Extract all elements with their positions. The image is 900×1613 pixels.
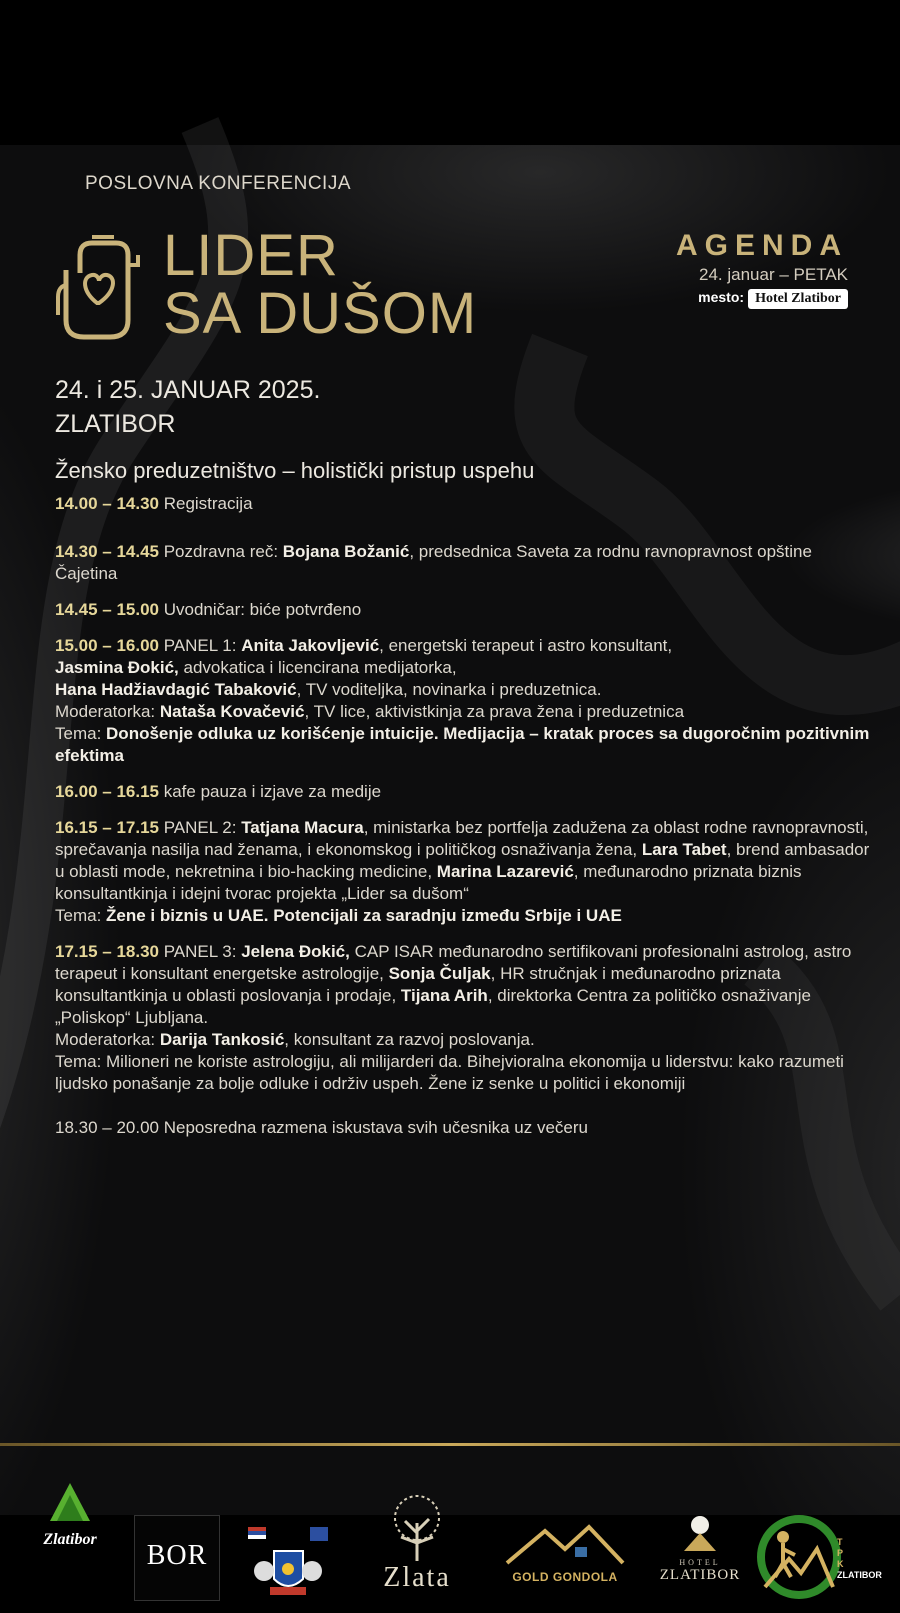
speaker-name: Jasmina Đokić, (55, 658, 179, 677)
gold-gondola-logo (500, 1525, 630, 1595)
bor-logo (134, 1515, 220, 1601)
bor-logo-text: BOR (146, 1540, 208, 1571)
moderator-name: Nataša Kovačević (159, 702, 305, 721)
speaker-name: Bojana Božanić (282, 542, 410, 561)
item-text: , konsultant za razvoj poslovanja. (284, 1030, 535, 1049)
item-text: , HR stručnjak i međunarodno priznata konsultantkinja u oblasti poslovanja i prodaje, (55, 964, 781, 1005)
panel-topic: Tema: Milioneri ne koriste astrologiju, ali milijarderi da. Bihejvioralna ekonomija u liderstvu: kako razumeti ljudsko ponašanje za bolje odluke i održiv uspeh. Žene iz senke u politici i ekonomiji (55, 1052, 844, 1093)
speaker-name: Hana Hadžiavdagić Tabaković (55, 680, 297, 699)
topic-label: Tema: (55, 724, 107, 743)
item-time: 14.45 – 15.00 (55, 600, 159, 619)
zlatibor-tourism-logo (30, 1481, 110, 1571)
agenda-block (676, 229, 848, 309)
hotel-peak-icon (680, 1513, 720, 1553)
agenda-list (55, 493, 875, 1153)
item-time: 16.00 – 16.15 (55, 782, 159, 801)
conference-title (163, 223, 478, 346)
agenda-item (55, 1117, 875, 1139)
tpk-zlatibor-logo (755, 1515, 900, 1605)
gondola-logo-text: GOLD GONDOLA (512, 1570, 618, 1584)
item-time: 14.30 – 14.45 (55, 542, 159, 561)
place-label: mesto: (698, 289, 745, 305)
item-text: Pozdravna reč: (158, 542, 283, 561)
gold-divider (0, 1443, 900, 1446)
item-text: PANEL 1: (158, 636, 242, 655)
item-text: , TV voditeljka, novinarka i preduzetnica. (296, 680, 602, 699)
item-text: kafe pauza i izjave za medije (158, 782, 382, 801)
agenda-item (55, 541, 875, 585)
tpk-letter: T (837, 1537, 843, 1547)
heart-hand-logo-icon (52, 225, 142, 345)
event-dates (55, 373, 320, 441)
item-time: 16.15 – 17.15 (55, 818, 159, 837)
panel-topic: Žene i biznis u UAE. Potencijali za saradnju između Srbije i UAE (106, 906, 622, 925)
item-text: , brend ambasador u oblasti mode, nekretnina i bio-hacking medicine, (55, 840, 870, 881)
location-line: ZLATIBOR (55, 410, 176, 438)
agenda-item-panel-3 (55, 941, 875, 1095)
tpk-letter: K (837, 1559, 844, 1569)
item-text: , energetski terapeut i astro konsultant, (379, 636, 673, 655)
speaker-name: Tijana Arih (400, 986, 488, 1005)
title-line-1: LIDER (163, 223, 339, 288)
agenda-title: AGENDA (675, 229, 848, 262)
agenda-item-panel-1 (55, 635, 875, 767)
speaker-name: Anita Jakovljević (241, 636, 380, 655)
speaker-name: Lara Tabet (641, 840, 727, 859)
speaker-name: Jelena Đokić, (241, 942, 350, 961)
item-text: , ministarka bez portfelja zadužena za oblast rodne ravnopravnosti, sprečavanja nasilja nad ženama, i ekonomskog i političkog osnaživanja žena, (55, 818, 869, 859)
zlata-logo-text: Zlata (383, 1562, 451, 1593)
speaker-name: Sonja Čuljak (388, 964, 491, 983)
dates-line: 24. i 25. JANUAR 2025. (55, 376, 321, 404)
speaker-name: Tatjana Macura (241, 818, 364, 837)
moderator-label: Moderatorka: (55, 702, 160, 721)
topic-label: Tema: (55, 906, 107, 925)
hotel-small-text: HOTEL (679, 1558, 721, 1567)
tpk-letter: P (837, 1548, 844, 1558)
place-badge: Hotel Zlatibor (748, 289, 848, 309)
poster (0, 145, 900, 1593)
hiker-icon (755, 1515, 835, 1599)
item-text: , predsednica Saveta za rodnu ravnopravnost opštine Čajetina (55, 542, 812, 583)
mountain-icon (505, 1525, 625, 1565)
event-theme: Žensko preduzetništvo – holistički pristup uspehu (55, 458, 535, 483)
pine-tree-icon (45, 1481, 95, 1526)
coat-of-arms-logo (246, 1521, 331, 1601)
item-text: CAP ISAR međunarodno sertifikovani profesionalni astrolog, astro terapeut i konsultant energetske astrologije, (55, 942, 852, 983)
item-text: Neposredna razmena iskustava svih učesnika uz večeru (158, 1118, 588, 1137)
sponsor-logos (0, 1473, 900, 1613)
zlata-logo (362, 1493, 472, 1603)
tpk-logo-text (837, 1537, 882, 1581)
item-text: , direktorka Centra za političko osnaživanje „Poliskop“ Ljubljana. (55, 986, 811, 1027)
moderator-label: Moderatorka: (55, 1030, 160, 1049)
moderator-name: Darija Tankosić (159, 1030, 285, 1049)
coat-of-arms-icon (246, 1521, 331, 1601)
item-time: 18.30 – 20.00 (55, 1118, 159, 1137)
zlatibor-logo-text: Zlatibor (43, 1531, 97, 1548)
item-time: 17.15 – 18.30 (55, 942, 159, 961)
speaker-name: Marina Lazarević (436, 862, 574, 881)
conference-subtitle: POSLOVNA KONFERENCIJA (85, 173, 352, 194)
hotel-logo-text: ZLATIBOR (659, 1567, 741, 1583)
agenda-item (55, 599, 875, 621)
agenda-item (55, 493, 875, 515)
item-text: advokatica i licencirana medijatorka, (178, 658, 457, 677)
agenda-item (55, 781, 875, 803)
item-text: Uvodničar: biće potvrđeno (158, 600, 362, 619)
item-text: PANEL 3: (158, 942, 242, 961)
tpk-letter: ZLATIBOR (837, 1570, 882, 1580)
item-text: Registracija (158, 494, 253, 513)
title-line-2: SA DUŠOM (163, 281, 478, 346)
agenda-item-panel-2 (55, 817, 875, 927)
item-time: 15.00 – 16.00 (55, 636, 159, 655)
tree-icon (377, 1493, 457, 1563)
item-text: PANEL 2: (158, 818, 242, 837)
agenda-place (676, 289, 848, 309)
item-time: 14.00 – 14.30 (55, 494, 159, 513)
item-text: , TV lice, aktivistkinja za prava žena i preduzetnica (304, 702, 685, 721)
panel-topic: Donošenje odluka uz korišćenje intuicije. Medijacija – kratak proces sa dugoročnim pozitivnim efektima (55, 724, 870, 765)
item-text: , međunarodno priznata biznis konsultantkinja i idejni tvorac projekta „Lider sa dušom“ (55, 862, 802, 903)
hotel-zlatibor-logo (650, 1513, 750, 1603)
agenda-date: 24. januar – PETAK (699, 265, 848, 284)
